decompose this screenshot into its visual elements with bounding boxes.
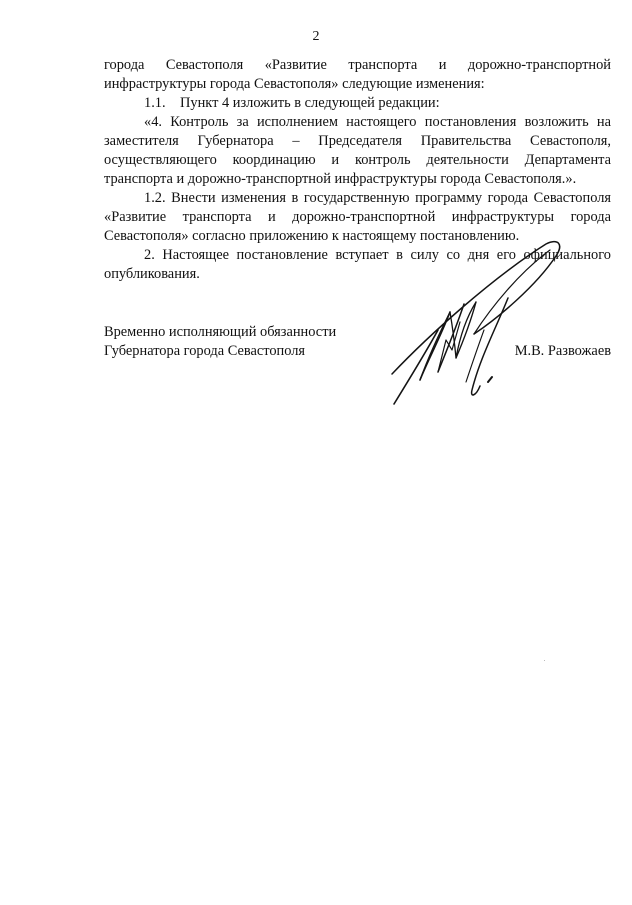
paragraph-continuation: города Севастополя «Развитие транспорта и дорожно-транспортной инфраструктуры города Севастополя» следующие изменения: [104, 57, 611, 92]
page-number: 2 [312, 29, 320, 44]
signer-title-line-1: Временно исполняющий обязанности [104, 324, 337, 340]
handwritten-signature-icon [380, 232, 570, 412]
paragraph-item-1-2: 1.2. Внести изменения в государственную программу города Севастополя «Развитие транспорта и дорожно-транспортной инфраструктуры города Севастополя» согласно приложению к настоящему постановлению. [104, 190, 611, 244]
paragraph-item-2: 2. Настоящее постановление вступает в силу со дня его официального опубликования. [104, 247, 611, 282]
paragraph-item-1-1: 1.1. Пункт 4 изложить в следующей редакции: [144, 95, 440, 111]
paragraph-quoted-point-4: «4. Контроль за исполнением настоящего постановления возложить на заместителя Губернатора – Председателя Правительства Севастополя, осуществляющего координацию и контроль деятельности Департамента транспорта и дорожно-транспортной инфраструктуры города Севастополя.». [104, 114, 611, 187]
scan-speck [544, 660, 545, 661]
signer-title [104, 323, 404, 361]
signer-title-line-2: Губернатора города Севастополя [104, 343, 306, 359]
signer-name: М.В. Развожаев [514, 343, 611, 359]
